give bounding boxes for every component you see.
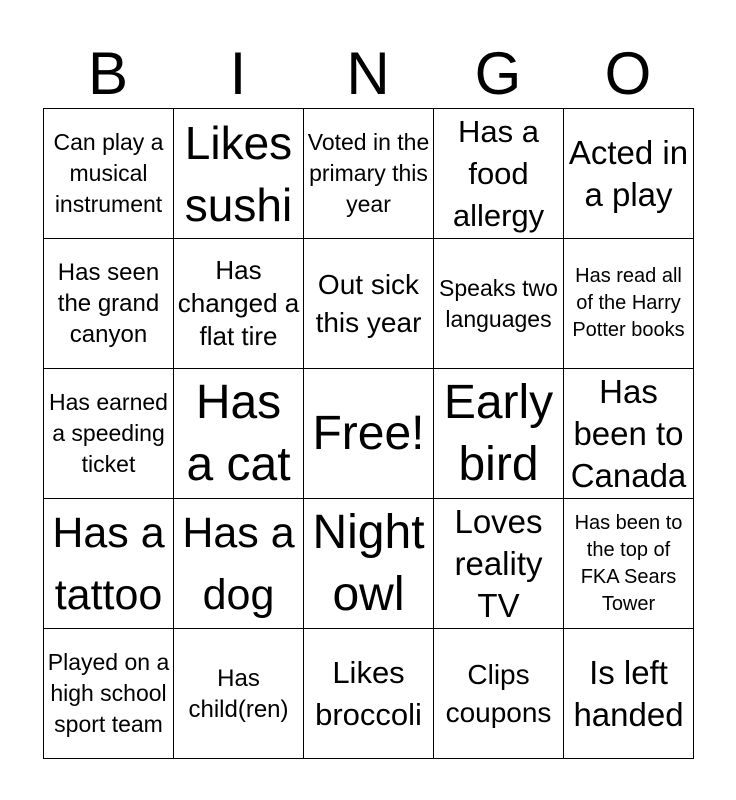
header-letter-n: N [346, 40, 390, 107]
bingo-cell[interactable] [564, 109, 694, 239]
bingo-free-cell[interactable] [304, 369, 434, 499]
cell-text: Has a tattoo [52, 508, 165, 619]
cell-text: Can play a musical instrument [53, 129, 164, 217]
bingo-cell[interactable] [304, 239, 434, 369]
cell-text: Loves reality TV [454, 502, 543, 624]
cell-text: Clips coupons [445, 658, 552, 728]
bingo-cell[interactable] [44, 629, 174, 759]
header-letter-g: G [474, 40, 522, 107]
bingo-cell[interactable] [174, 239, 304, 369]
cell-text: Has a dog [182, 508, 295, 619]
cell-text: Has seen the grand canyon [57, 259, 160, 348]
bingo-cell[interactable] [434, 369, 564, 499]
bingo-cell[interactable] [434, 109, 564, 239]
free-space-label: Free! [312, 406, 425, 460]
bingo-cell[interactable] [304, 629, 434, 759]
cell-text: Speaks two languages [439, 274, 558, 332]
bingo-cell[interactable] [304, 109, 434, 239]
bingo-cell[interactable] [44, 109, 174, 239]
cell-text: Night owl [312, 505, 425, 621]
header-letter-i: I [229, 40, 247, 107]
bingo-cell[interactable] [564, 629, 694, 759]
bingo-cell[interactable] [304, 499, 434, 629]
cell-text: Played on a high school sport team [47, 649, 170, 737]
bingo-cell[interactable] [434, 239, 564, 369]
cell-text: Likes broccoli [315, 654, 422, 732]
bingo-cell[interactable] [44, 239, 174, 369]
bingo-cell[interactable] [564, 499, 694, 629]
header-letter-o: O [604, 40, 652, 107]
cell-text: Likes sushi [184, 116, 293, 231]
bingo-cell[interactable] [44, 369, 174, 499]
cell-text: Voted in the primary this year [307, 129, 430, 217]
bingo-cell[interactable] [564, 239, 694, 369]
cell-text: Has child(ren) [188, 664, 289, 723]
cell-text: Has a food allergy [452, 113, 545, 233]
cell-text: Has been to the top of FKA Sears Tower [574, 511, 683, 615]
bingo-cell[interactable] [174, 369, 304, 499]
cell-text: Is left handed [573, 653, 684, 733]
bingo-board [43, 108, 694, 759]
header-letter-b: B [87, 40, 129, 107]
bingo-cell[interactable] [174, 629, 304, 759]
cell-text: Has read all of the Harry Potter books [572, 265, 685, 341]
bingo-cell[interactable] [434, 629, 564, 759]
bingo-cell[interactable] [174, 109, 304, 239]
cell-text: Acted in a play [568, 133, 689, 213]
cell-text: Has been to Canada [570, 372, 687, 494]
bingo-header [43, 40, 693, 108]
cell-text: Early bird [443, 375, 554, 491]
bingo-cell[interactable] [434, 499, 564, 629]
bingo-cell[interactable] [564, 369, 694, 499]
cell-text: Out sick this year [315, 268, 422, 338]
cell-text: Has earned a speeding ticket [49, 389, 168, 477]
cell-text: Has changed a flat tire [177, 255, 300, 351]
cell-text: Has a cat [186, 375, 291, 491]
bingo-cell[interactable] [44, 499, 174, 629]
bingo-cell[interactable] [174, 499, 304, 629]
